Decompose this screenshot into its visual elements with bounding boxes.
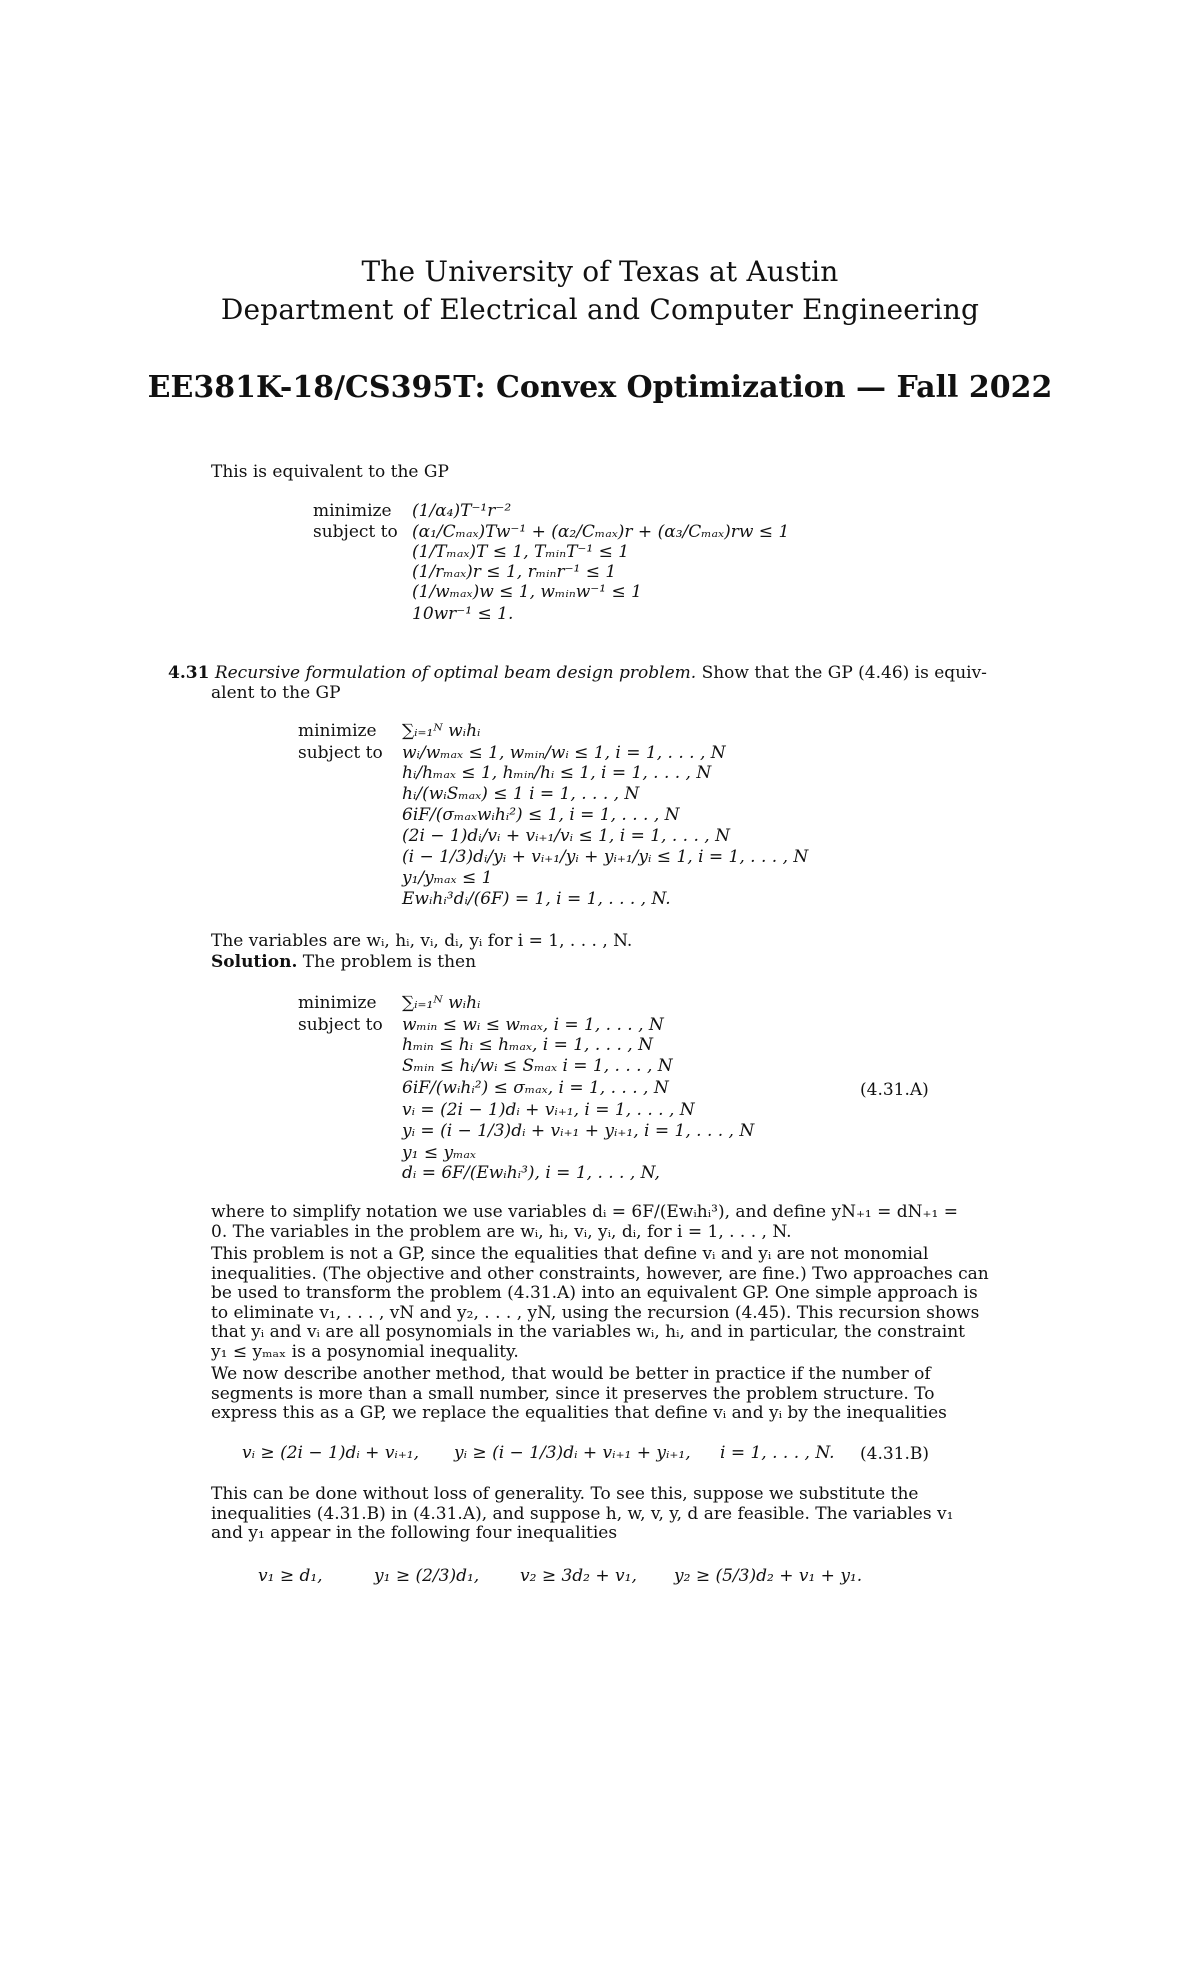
problem-statement: Show that the GP (4.46) is equiv-	[701, 663, 987, 683]
paragraph-4	[211, 1484, 954, 1544]
gp1-minimize-keyword: minimize	[313, 501, 392, 521]
solution-label: Solution.	[211, 952, 298, 972]
paragraph-line: that yᵢ and vᵢ are all posynomials in the variables wᵢ, hᵢ, and in particular, the constraint	[211, 1322, 966, 1342]
gp2-subject-keyword: subject to	[298, 743, 383, 763]
gp3-constraint: yᵢ = (i − 1/3)dᵢ + vᵢ₊₁ + yᵢ₊₁, i = 1, . . . , N	[402, 1121, 755, 1141]
gp1-constraint: (α₁/Cₘₐₓ)Tw⁻¹ + (α₂/Cₘₐₓ)r + (α₃/Cₘₐₓ)rw ≤ 1	[412, 522, 790, 542]
paragraph-line: This can be done without loss of generality. To see this, suppose we substitute the	[211, 1484, 919, 1504]
paragraph-3	[211, 1364, 947, 1424]
variables-line: The variables are wᵢ, hᵢ, vᵢ, dᵢ, yᵢ for i = 1, . . . , N.	[211, 931, 633, 951]
gp3-subject-keyword: subject to	[298, 1015, 383, 1035]
equation-label-4-31-b: (4.31.B)	[860, 1444, 930, 1464]
gp3-constraint: y₁ ≤ yₘₐₓ	[402, 1143, 476, 1163]
gp3-constraint: Sₘᵢₙ ≤ hᵢ/wᵢ ≤ Sₘₐₓ i = 1, . . . , N	[402, 1056, 673, 1076]
gp1-constraint: 10wr⁻¹ ≤ 1.	[412, 604, 514, 624]
paragraph-line: inequalities (4.31.B) in (4.31.A), and suppose h, w, v, y, d are feasible. The variables v₁	[211, 1503, 954, 1524]
paragraph-line: 0. The variables in the problem are wᵢ, hᵢ, vᵢ, yᵢ, dᵢ, for i = 1, . . . , N.	[211, 1221, 792, 1242]
problem-number: 4.31	[168, 663, 210, 683]
gp3-constraint: vᵢ = (2i − 1)dᵢ + vᵢ₊₁, i = 1, . . . , N	[402, 1100, 695, 1120]
equation-part: yᵢ ≥ (i − 1/3)dᵢ + vᵢ₊₁ + yᵢ₊₁,	[454, 1443, 691, 1463]
inequality: v₂ ≥ 3d₂ + v₁,	[520, 1566, 637, 1586]
solution-intro: The problem is then	[302, 952, 477, 972]
gp1-constraint: (1/wₘₐₓ)w ≤ 1, wₘᵢₙw⁻¹ ≤ 1	[412, 582, 642, 602]
paragraph-line: to eliminate v₁, . . . , vN and y₂, . . . , yN, using the recursion (4.45). This recursion shows	[211, 1302, 980, 1323]
gp3-minimize-keyword: minimize	[298, 993, 377, 1013]
equation-part: vᵢ ≥ (2i − 1)dᵢ + vᵢ₊₁,	[242, 1443, 420, 1463]
intro-text: This is equivalent to the GP	[211, 462, 449, 482]
inequality: y₂ ≥ (5/3)d₂ + v₁ + y₁.	[674, 1566, 863, 1586]
paragraph-line: and y₁ appear in the following four inequalities	[211, 1523, 618, 1543]
paragraph-2	[211, 1244, 989, 1362]
gp1-objective: (1/α₄)T⁻¹r⁻²	[412, 501, 512, 521]
gp2-objective: ∑ᵢ₌₁ᴺ wᵢhᵢ	[402, 721, 481, 741]
paragraph-1	[211, 1202, 958, 1242]
equation-part: i = 1, . . . , N.	[720, 1443, 835, 1463]
solution-heading	[211, 953, 476, 972]
gp2-constraint: y₁/yₘₐₓ ≤ 1	[402, 868, 493, 888]
paragraph-line: We now describe another method, that would be better in practice if the number of	[211, 1364, 931, 1384]
gp2-constraint: 6iF/(σₘₐₓwᵢhᵢ²) ≤ 1, i = 1, . . . , N	[402, 805, 680, 825]
gp1-constraint: (1/Tₘₐₓ)T ≤ 1, TₘᵢₙT⁻¹ ≤ 1	[412, 542, 630, 562]
university-name: The University of Texas at Austin	[361, 255, 839, 288]
gp2-constraint: (i − 1/3)dᵢ/yᵢ + vᵢ₊₁/yᵢ + yᵢ₊₁/yᵢ ≤ 1, i = 1, . . . , N	[402, 847, 809, 867]
paragraph-line: segments is more than a small number, since it preserves the problem structure. To	[211, 1383, 935, 1404]
gp2-constraint: hᵢ/(wᵢSₘₐₓ) ≤ 1 i = 1, . . . , N	[402, 784, 640, 804]
department-name: Department of Electrical and Computer Engineering	[220, 293, 980, 326]
gp3-objective: ∑ᵢ₌₁ᴺ wᵢhᵢ	[402, 993, 481, 1013]
gp2-minimize-keyword: minimize	[298, 721, 377, 741]
paragraph-line: be used to transform the problem (4.31.A) into an equivalent GP. One simple approach is	[211, 1283, 978, 1303]
gp3-constraint: hₘᵢₙ ≤ hᵢ ≤ hₘₐₓ, i = 1, . . . , N	[402, 1035, 653, 1055]
paragraph-line: This problem is not a GP, since the equalities that define vᵢ and yᵢ are not monomial	[211, 1244, 929, 1264]
inequality: v₁ ≥ d₁,	[258, 1566, 323, 1586]
gp3-constraint: 6iF/(wᵢhᵢ²) ≤ σₘₐₓ, i = 1, . . . , N	[402, 1078, 669, 1098]
problem-title: Recursive formulation of optimal beam design problem.	[214, 663, 697, 683]
course-title: EE381K-18/CS395T: Convex Optimization — Fall 2022	[147, 370, 1053, 405]
gp3-constraint: wₘᵢₙ ≤ wᵢ ≤ wₘₐₓ, i = 1, . . . , N	[402, 1015, 664, 1035]
paragraph-line: y₁ ≤ yₘₐₓ is a posynomial inequality.	[211, 1341, 519, 1362]
inequality: y₁ ≥ (2/3)d₁,	[374, 1566, 480, 1586]
gp3-constraint: dᵢ = 6F/(Ewᵢhᵢ³), i = 1, . . . , N,	[402, 1163, 660, 1183]
equation-label-4-31-a: (4.31.A)	[860, 1080, 929, 1100]
gp1-constraint: (1/rₘₐₓ)r ≤ 1, rₘᵢₙr⁻¹ ≤ 1	[412, 562, 617, 582]
paragraph-line: inequalities. (The objective and other constraints, however, are fine.) Two approaches can	[211, 1263, 989, 1284]
gp2-constraint: (2i − 1)dᵢ/vᵢ + vᵢ₊₁/vᵢ ≤ 1, i = 1, . . . , N	[402, 826, 730, 846]
problem-statement-line2: alent to the GP	[211, 683, 341, 703]
gp2-constraint: wᵢ/wₘₐₓ ≤ 1, wₘᵢₙ/wᵢ ≤ 1, i = 1, . . . , N	[402, 743, 726, 763]
gp1-subject-keyword: subject to	[313, 522, 398, 542]
paragraph-line: where to simplify notation we use variables dᵢ = 6F/(Ewᵢhᵢ³), and define yN₊₁ = dN₊₁ =	[211, 1202, 958, 1222]
problem-heading	[168, 664, 987, 683]
paragraph-line: express this as a GP, we replace the equalities that define vᵢ and yᵢ by the inequalities	[211, 1403, 947, 1423]
gp2-constraint: Ewᵢhᵢ³dᵢ/(6F) = 1, i = 1, . . . , N.	[402, 889, 671, 909]
gp2-constraint: hᵢ/hₘₐₓ ≤ 1, hₘᵢₙ/hᵢ ≤ 1, i = 1, . . . , N	[402, 763, 712, 783]
